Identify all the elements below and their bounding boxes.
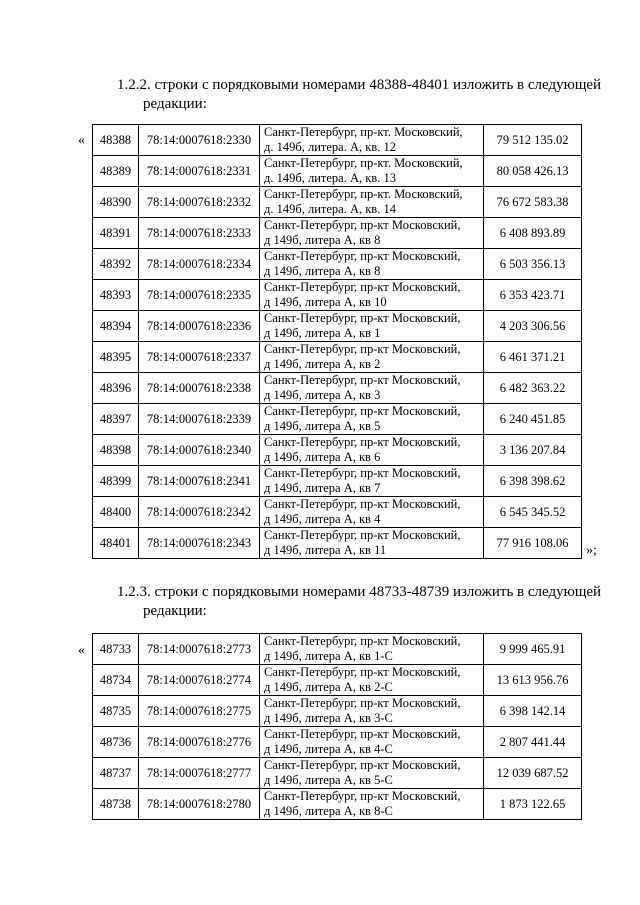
cadastral-value-cell: 77 916 108.06 [484,528,582,559]
address-cell [260,125,484,156]
section-2-heading-line2: редакции: [143,603,207,619]
table-row [93,342,582,373]
row-number-cell: 48395 [93,342,139,373]
section-1-table-body [93,125,582,559]
section-1-heading [117,76,601,114]
section-2-opening-quote: « [78,643,85,658]
table-row [93,218,582,249]
table-row [93,435,582,466]
cadastral-number-cell: 78:14:0007618:2775 [139,696,260,727]
cadastral-value-cell: 6 398 142.14 [484,696,582,727]
address-line-2: д. 149б, литера. А, кв. 14 [264,202,396,216]
section-2-table-body [93,634,582,820]
cadastral-value-cell: 4 203 306.56 [484,311,582,342]
row-number-cell: 48734 [93,665,139,696]
row-number-cell: 48397 [93,404,139,435]
address-cell [260,311,484,342]
cadastral-value-cell: 76 672 583.38 [484,187,582,218]
table-row [93,665,582,696]
address-line-1: Санкт-Петербург, пр-кт. Московский, [264,125,463,139]
section-2-heading [117,583,601,621]
address-cell [260,404,484,435]
row-number-cell: 48401 [93,528,139,559]
address-cell [260,156,484,187]
section-2-table [92,633,582,820]
cadastral-number-cell: 78:14:0007618:2336 [139,311,260,342]
address-line-1: Санкт-Петербург, пр-кт Московский, [264,727,461,741]
table-row [93,696,582,727]
address-line-1: Санкт-Петербург, пр-кт Московский, [264,373,461,387]
address-cell [260,249,484,280]
address-line-1: Санкт-Петербург, пр-кт Московский, [264,218,461,232]
address-line-1: Санкт-Петербург, пр-кт Московский, [264,435,461,449]
address-line-1: Санкт-Петербург, пр-кт Московский, [264,311,461,325]
address-line-1: Санкт-Петербург, пр-кт Московский, [264,789,461,803]
section-1-closing-quote: »; [586,543,597,558]
address-line-2: д 149б, литера А, кв 7 [264,481,381,495]
address-cell [260,634,484,665]
section-1-heading-line1: 1.2.2. строки с порядковыми номерами 48388-48401 изложить в следующей [117,77,602,93]
table-row [93,758,582,789]
table-row [93,125,582,156]
cadastral-number-cell: 78:14:0007618:2780 [139,789,260,820]
section-1-heading-line2: редакции: [143,96,207,112]
row-number-cell: 48391 [93,218,139,249]
cadastral-number-cell: 78:14:0007618:2777 [139,758,260,789]
address-cell [260,727,484,758]
cadastral-value-cell: 6 353 423.71 [484,280,582,311]
cadastral-number-cell: 78:14:0007618:2339 [139,404,260,435]
cadastral-number-cell: 78:14:0007618:2330 [139,125,260,156]
address-cell [260,528,484,559]
cadastral-value-cell: 6 545 345.52 [484,497,582,528]
address-line-1: Санкт-Петербург, пр-кт Московский, [264,466,461,480]
row-number-cell: 48737 [93,758,139,789]
address-line-2: д 149б, литера А, кв 4 [264,512,381,526]
table-row [93,187,582,218]
row-number-cell: 48736 [93,727,139,758]
table-row [93,497,582,528]
address-line-1: Санкт-Петербург, пр-кт Московский, [264,497,461,511]
cadastral-number-cell: 78:14:0007618:2332 [139,187,260,218]
row-number-cell: 48735 [93,696,139,727]
address-cell [260,665,484,696]
section-1-opening-quote: « [78,133,85,148]
cadastral-number-cell: 78:14:0007618:2331 [139,156,260,187]
address-line-1: Санкт-Петербург, пр-кт. Московский, [264,187,463,201]
address-line-2: д 149б, литера А, кв 1-С [264,649,393,663]
cadastral-number-cell: 78:14:0007618:2338 [139,373,260,404]
cadastral-value-cell: 3 136 207.84 [484,435,582,466]
address-line-2: д 149б, литера А, кв 1 [264,326,381,340]
address-line-2: д 149б, литера А, кв 2 [264,357,381,371]
address-line-1: Санкт-Петербург, пр-кт Московский, [264,342,461,356]
address-cell [260,280,484,311]
table-row [93,727,582,758]
cadastral-value-cell: 6 482 363.22 [484,373,582,404]
cadastral-value-cell: 2 807 441.44 [484,727,582,758]
row-number-cell: 48733 [93,634,139,665]
table-row [93,466,582,497]
address-cell [260,342,484,373]
row-number-cell: 48393 [93,280,139,311]
address-line-2: д 149б, литера А, кв 5 [264,419,381,433]
section-1-table [92,124,582,559]
address-line-2: д 149б, литера А, кв 8-С [264,804,393,818]
row-number-cell: 48400 [93,497,139,528]
row-number-cell: 48390 [93,187,139,218]
table-row [93,156,582,187]
row-number-cell: 48738 [93,789,139,820]
address-line-1: Санкт-Петербург, пр-кт Московский, [264,696,461,710]
row-number-cell: 48399 [93,466,139,497]
address-line-2: д 149б, литера А, кв 8 [264,233,381,247]
cadastral-number-cell: 78:14:0007618:2334 [139,249,260,280]
table-row [93,528,582,559]
address-line-1: Санкт-Петербург, пр-кт Московский, [264,634,461,648]
address-line-2: д 149б, литера А, кв 5-С [264,773,393,787]
table-row [93,280,582,311]
cadastral-number-cell: 78:14:0007618:2776 [139,727,260,758]
cadastral-value-cell: 13 613 956.76 [484,665,582,696]
address-line-2: д. 149б, литера. А, кв. 12 [264,140,396,154]
cadastral-value-cell: 6 461 371.21 [484,342,582,373]
cadastral-number-cell: 78:14:0007618:2343 [139,528,260,559]
table-row [93,404,582,435]
cadastral-value-cell: 80 058 426.13 [484,156,582,187]
table-row [93,789,582,820]
cadastral-number-cell: 78:14:0007618:2773 [139,634,260,665]
cadastral-number-cell: 78:14:0007618:2340 [139,435,260,466]
cadastral-value-cell: 6 240 451.85 [484,404,582,435]
cadastral-number-cell: 78:14:0007618:2333 [139,218,260,249]
address-cell [260,758,484,789]
row-number-cell: 48388 [93,125,139,156]
address-cell [260,789,484,820]
row-number-cell: 48398 [93,435,139,466]
address-line-1: Санкт-Петербург, пр-кт Московский, [264,758,461,772]
address-line-2: д. 149б, литера. А, кв. 13 [264,171,396,185]
address-line-1: Санкт-Петербург, пр-кт Московский, [264,665,461,679]
cadastral-value-cell: 79 512 135.02 [484,125,582,156]
cadastral-value-cell: 6 503 356.13 [484,249,582,280]
address-cell [260,696,484,727]
table-row [93,311,582,342]
address-line-2: д 149б, литера А, кв 3 [264,388,381,402]
address-line-2: д 149б, литера А, кв 11 [264,543,387,557]
address-line-2: д 149б, литера А, кв 4-С [264,742,393,756]
cadastral-number-cell: 78:14:0007618:2774 [139,665,260,696]
table-row [93,373,582,404]
cadastral-number-cell: 78:14:0007618:2342 [139,497,260,528]
cadastral-value-cell: 1 873 122.65 [484,789,582,820]
row-number-cell: 48396 [93,373,139,404]
row-number-cell: 48392 [93,249,139,280]
address-line-2: д 149б, литера А, кв 6 [264,450,381,464]
cadastral-number-cell: 78:14:0007618:2337 [139,342,260,373]
cadastral-value-cell: 12 039 687.52 [484,758,582,789]
address-cell [260,373,484,404]
cadastral-number-cell: 78:14:0007618:2341 [139,466,260,497]
table-row [93,634,582,665]
address-line-2: д 149б, литера А, кв 3-С [264,711,393,725]
address-cell [260,435,484,466]
row-number-cell: 48394 [93,311,139,342]
address-line-2: д 149б, литера А, кв 8 [264,264,381,278]
cadastral-value-cell: 6 398 398.62 [484,466,582,497]
table-row [93,249,582,280]
address-line-1: Санкт-Петербург, пр-кт. Московский, [264,156,463,170]
cadastral-value-cell: 6 408 893.89 [484,218,582,249]
address-cell [260,187,484,218]
address-line-2: д 149б, литера А, кв 10 [264,295,387,309]
address-cell [260,497,484,528]
address-cell [260,218,484,249]
address-line-1: Санкт-Петербург, пр-кт Московский, [264,280,461,294]
address-line-2: д 149б, литера А, кв 2-С [264,680,393,694]
row-number-cell: 48389 [93,156,139,187]
section-2-heading-line1: 1.2.3. строки с порядковыми номерами 48733-48739 изложить в следующей [117,584,602,600]
address-cell [260,466,484,497]
address-line-1: Санкт-Петербург, пр-кт Московский, [264,404,461,418]
address-line-1: Санкт-Петербург, пр-кт Московский, [264,249,461,263]
cadastral-value-cell: 9 999 465.91 [484,634,582,665]
cadastral-number-cell: 78:14:0007618:2335 [139,280,260,311]
address-line-1: Санкт-Петербург, пр-кт Московский, [264,528,461,542]
